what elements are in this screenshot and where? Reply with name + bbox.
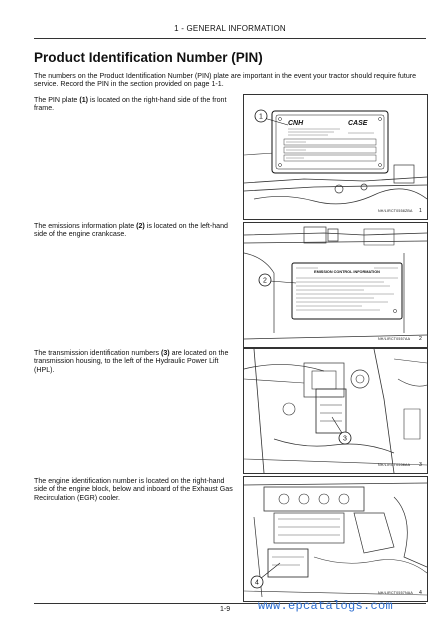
case-logo: CASE — [348, 120, 368, 127]
figure-id: NH/LIRCT0558AA — [378, 463, 411, 467]
text-post: is located on the left-hand side of the engine crankcase. — [34, 222, 229, 239]
transmission-drawing — [244, 349, 427, 473]
callout-number: 4 — [255, 579, 259, 587]
running-header: 1 - GENERAL INFORMATION — [174, 24, 286, 33]
emission-plate-heading: EMISSION CONTROL INFORMATION — [314, 270, 380, 274]
paragraph-emission-plate — [34, 222, 234, 239]
figure-engine-id — [243, 476, 428, 602]
figure-emission-plate — [243, 222, 428, 348]
cnh-logo: CNH — [288, 120, 304, 127]
callout-number: 2 — [263, 277, 267, 285]
intro-paragraph: The numbers on the Product Identification Number (PIN) plate are important in the event your tractor should require future service. Record the PIN in the section provided on page 1-1. — [34, 72, 417, 89]
paragraph-engine-id — [34, 477, 234, 502]
figure-number: 3 — [419, 462, 422, 468]
figure-number: 4 — [419, 590, 422, 596]
text-pre: The engine identification number is located on the right-hand side of the engine block, below and inboard of the Exhaust Gas Recirculation (EGR) cooler. — [34, 477, 233, 502]
figure-pin-plate — [243, 94, 428, 220]
paragraph-pin-plate — [34, 96, 234, 113]
reference-number: (1) — [79, 96, 89, 104]
figure-id: NH/LIRCT0558ZBA — [378, 209, 413, 213]
text-pre: The emissions information plate — [34, 222, 137, 230]
header-rule — [34, 38, 426, 39]
figure-transmission-id — [243, 348, 428, 474]
page-title: Product Identification Number (PIN) — [34, 50, 263, 65]
figure-number: 1 — [419, 208, 422, 214]
figure-id: NH/LIRCT0557AA — [378, 337, 411, 341]
pin-plate-drawing — [244, 95, 427, 219]
text-post: is located on the right-hand side of the front frame. — [34, 96, 227, 113]
figure-id: NH/LIRCT0557NAA — [378, 591, 413, 595]
figure-number: 2 — [419, 336, 422, 342]
text-post: are located on the transmission housing, to the left of the Hydraulic Power Lift (HPL). — [34, 349, 229, 374]
paragraph-transmission-id — [34, 349, 234, 374]
callout-number: 3 — [343, 435, 347, 443]
callout-number: 1 — [259, 113, 263, 121]
page-number: 1-9 — [220, 606, 231, 613]
reference-number: (3) — [160, 349, 170, 357]
reference-number: (2) — [136, 222, 145, 230]
text-pre: The transmission identification numbers — [34, 349, 161, 357]
engine-drawing — [244, 477, 427, 601]
emission-plate-drawing — [244, 223, 427, 347]
text-pre: The PIN plate — [34, 96, 80, 104]
watermark: www.epcatalogs.com — [258, 599, 394, 613]
